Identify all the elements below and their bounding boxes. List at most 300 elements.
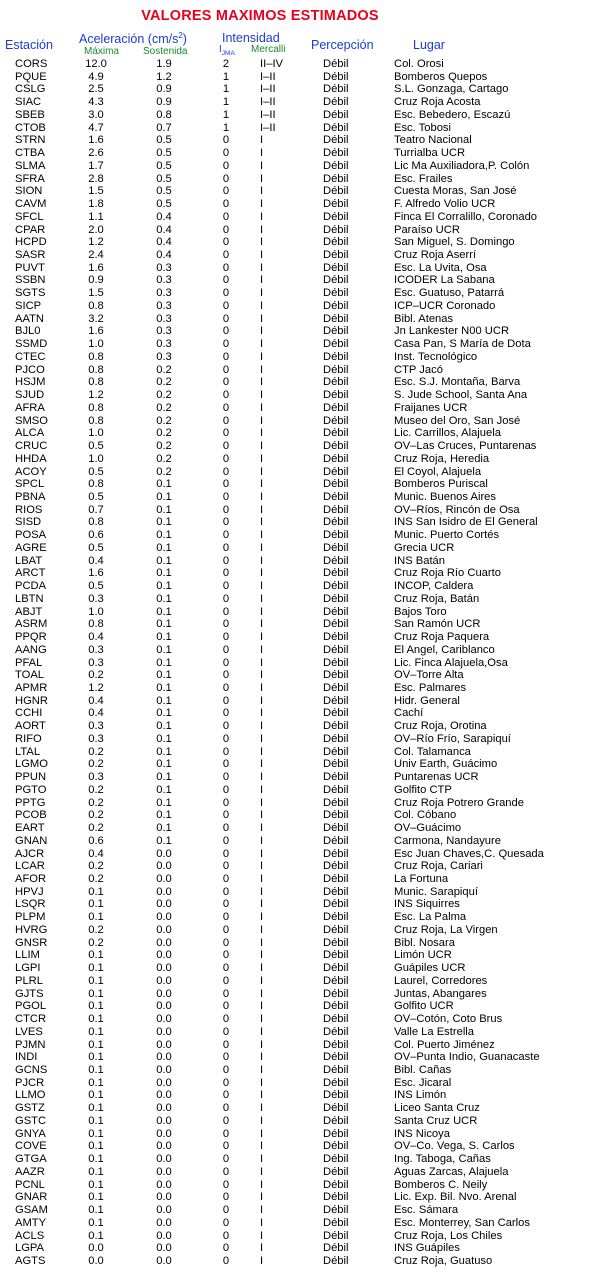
jma-intensity: 0 [222, 822, 230, 835]
header-aceleracion-text: Aceleración (cm/s [79, 32, 179, 47]
mercalli-intensity: I [260, 911, 264, 924]
station-code: HCPD [15, 236, 47, 249]
header-percepcion: Percepción [311, 38, 374, 52]
table-row [0, 1255, 590, 1268]
max-acceleration: 0.3 [88, 643, 104, 656]
location: Cruz Roja, Los Chiles [394, 1229, 503, 1242]
location: La Fortuna [394, 873, 449, 885]
location: Esc. Palmares [394, 681, 467, 694]
sustained-acceleration: 0.2 [156, 452, 172, 465]
max-acceleration: 0.3 [88, 720, 104, 733]
station-code: CSLG [15, 83, 46, 96]
location: F. Alfredo Volio UCR [394, 198, 496, 211]
perception: Débil [323, 745, 349, 758]
sustained-acceleration: 0.1 [156, 580, 172, 593]
perception: Débil [323, 58, 349, 70]
jma-intensity: 0 [222, 1102, 230, 1115]
jma-intensity: 0 [222, 1140, 230, 1153]
location: Col. Talamanca [394, 745, 471, 758]
jma-intensity: 0 [222, 745, 230, 758]
station-code: CPAR [15, 223, 46, 236]
perception: Débil [323, 1216, 349, 1229]
sustained-acceleration: 0.1 [156, 809, 172, 822]
mercalli-intensity: I [260, 363, 264, 376]
max-acceleration: 0.4 [88, 554, 104, 567]
max-acceleration: 0.8 [88, 478, 104, 491]
perception: Débil [323, 694, 349, 707]
mercalli-intensity: I [260, 185, 264, 198]
table-row [0, 707, 590, 720]
sustained-acceleration: 0.0 [156, 1178, 172, 1191]
location: Munic. Puerto Cortés [394, 529, 500, 542]
jma-intensity: 0 [222, 720, 230, 733]
table-row [0, 224, 590, 237]
subheader-mercalli: Mercalli [251, 44, 286, 55]
table-row [0, 351, 590, 364]
subheader-maxima: Máxima [84, 46, 120, 57]
location: Santa Cruz UCR [394, 1114, 478, 1127]
jma-intensity: 0 [222, 1038, 230, 1051]
sustained-acceleration: 0.0 [156, 847, 172, 860]
perception: Débil [323, 414, 349, 427]
table-row [0, 1077, 590, 1090]
perception: Débil [323, 1255, 349, 1268]
sustained-acceleration: 0.1 [156, 745, 172, 758]
location: Cruz Roja Aserrí [394, 249, 477, 262]
jma-intensity: 0 [222, 389, 230, 402]
jma-intensity: 0 [222, 440, 230, 453]
sustained-acceleration: 0.9 [156, 83, 172, 96]
jma-intensity: 0 [222, 592, 230, 605]
table-row [0, 988, 590, 1001]
station-code: SISD [15, 516, 42, 529]
max-acceleration: 0.2 [88, 796, 104, 809]
station-code: AAZR [15, 1165, 45, 1178]
station-code: APMR [15, 681, 48, 694]
station-code: GSAM [15, 1204, 48, 1217]
sustained-acceleration: 0.3 [156, 261, 172, 274]
location: Cruz Roja Potrero Grande [394, 796, 524, 809]
sustained-acceleration: 0.2 [156, 440, 172, 453]
sustained-acceleration: 0.0 [156, 1191, 172, 1204]
sustained-acceleration: 0.0 [156, 1165, 172, 1178]
perception: Débil [323, 783, 349, 796]
perception: Débil [323, 618, 349, 631]
table-row [0, 466, 590, 479]
mercalli-intensity: I [260, 1140, 264, 1153]
sustained-acceleration: 0.0 [156, 1255, 172, 1268]
station-code: AFRA [15, 401, 45, 414]
location: Esc. Tobosi [394, 121, 452, 134]
table-row [0, 695, 590, 708]
mercalli-intensity: I [260, 732, 264, 745]
perception: Débil [323, 121, 349, 134]
jma-intensity: 0 [222, 1051, 230, 1064]
station-code: PUVT [15, 261, 45, 274]
location: Munic. Sarapiquí [394, 885, 478, 898]
sustained-acceleration: 0.0 [156, 987, 172, 1000]
jma-intensity: 0 [222, 669, 230, 682]
table-row [0, 122, 590, 135]
mercalli-intensity: I [260, 1038, 264, 1051]
location: Bomberos C. Neily [394, 1178, 488, 1191]
table-row [0, 478, 590, 491]
location: Cruz Roja, La Virgen [394, 923, 498, 936]
mercalli-intensity: I [260, 350, 264, 363]
sustained-acceleration: 0.0 [156, 1051, 172, 1064]
station-code: AATN [15, 312, 45, 325]
perception: Débil [323, 771, 349, 784]
max-acceleration: 0.1 [88, 1153, 104, 1166]
station-code: ARCT [15, 567, 46, 580]
jma-intensity: 0 [222, 490, 230, 503]
mercalli-intensity: I [260, 923, 264, 936]
max-acceleration: 0.0 [88, 1255, 104, 1268]
mercalli-intensity: I [260, 490, 264, 503]
sustained-acceleration: 0.0 [156, 860, 172, 873]
jma-intensity: 0 [222, 503, 230, 516]
perception: Débil [323, 83, 349, 96]
station-code: SFRA [15, 172, 45, 185]
station-code: LBAT [15, 554, 43, 567]
location: Liceo Santa Cruz [394, 1102, 480, 1115]
table-row [0, 58, 590, 71]
station-code: CRUC [15, 440, 48, 453]
table-row [0, 427, 590, 440]
station-code: AANG [15, 643, 47, 656]
station-code: SLMA [15, 159, 46, 172]
mercalli-intensity: I [260, 605, 264, 618]
station-code: PLPM [15, 911, 46, 924]
table-row [0, 593, 590, 606]
table-row [0, 822, 590, 835]
sustained-acceleration: 0.2 [156, 376, 172, 389]
location: OV–Guácimo [394, 822, 462, 835]
sustained-acceleration: 0.1 [156, 720, 172, 733]
perception: Débil [323, 198, 349, 211]
location: Esc. Frailes [394, 172, 453, 185]
mercalli-intensity: I [260, 758, 264, 771]
perception: Débil [323, 1025, 349, 1038]
max-acceleration: 0.5 [88, 465, 104, 478]
table-row [0, 71, 590, 84]
location: Bibl. Cañas [394, 1064, 452, 1077]
sustained-acceleration: 0.1 [156, 694, 172, 707]
table-row [0, 325, 590, 338]
jma-intensity: 0 [222, 1089, 230, 1102]
station-code: PCNL [15, 1178, 45, 1191]
station-code: LGMO [15, 758, 48, 771]
jma-intensity: 0 [222, 834, 230, 847]
location: Esc. S.J. Montaña, Barva [394, 376, 521, 389]
jma-intensity: 0 [222, 1191, 230, 1204]
sustained-acceleration: 0.1 [156, 554, 172, 567]
jma-intensity: 0 [222, 771, 230, 784]
location: Cruz Roja, Orotina [394, 720, 487, 733]
perception: Débil [323, 1013, 349, 1026]
jma-intensity: 0 [222, 287, 230, 300]
max-acceleration: 1.5 [88, 185, 104, 198]
location: Golfito UCR [394, 1000, 454, 1013]
sustained-acceleration: 0.2 [156, 401, 172, 414]
mercalli-intensity: II–IV [260, 58, 284, 70]
mercalli-intensity: I–II [260, 83, 276, 96]
mercalli-intensity: I [260, 1000, 264, 1013]
location: ICP–UCR Coronado [394, 299, 496, 312]
jma-intensity: 0 [222, 363, 230, 376]
location: Cruz Roja, Heredia [394, 452, 490, 465]
station-code: POSA [15, 529, 47, 542]
station-code: GCNS [15, 1064, 48, 1077]
station-code: SSBN [15, 274, 46, 287]
jma-intensity: 0 [222, 312, 230, 325]
jma-intensity: 0 [222, 631, 230, 644]
perception: Débil [323, 1178, 349, 1191]
perception: Débil [323, 1000, 349, 1013]
jma-intensity: 0 [222, 681, 230, 694]
table-row [0, 542, 590, 555]
sustained-acceleration: 0.4 [156, 210, 172, 223]
sustained-acceleration: 0.0 [156, 1013, 172, 1026]
max-acceleration: 0.1 [88, 898, 104, 911]
table-row [0, 402, 590, 415]
location: San Ramón UCR [394, 618, 481, 631]
max-acceleration: 0.1 [88, 1191, 104, 1204]
station-code: GSTC [15, 1114, 47, 1127]
header-estacion: Estación [5, 38, 53, 52]
max-acceleration: 0.3 [88, 592, 104, 605]
sustained-acceleration: 0.2 [156, 414, 172, 427]
table-row [0, 1230, 590, 1243]
sustained-acceleration: 0.1 [156, 783, 172, 796]
mercalli-intensity: I [260, 885, 264, 898]
jma-intensity: 0 [222, 809, 230, 822]
table-row [0, 1179, 590, 1192]
location: Inst. Tecnológico [394, 350, 478, 363]
perception: Débil [323, 834, 349, 847]
sustained-acceleration: 0.1 [156, 669, 172, 682]
table-row [0, 606, 590, 619]
jma-intensity: 0 [222, 1216, 230, 1229]
location: INS Limón [394, 1089, 447, 1102]
sustained-acceleration: 0.0 [156, 1204, 172, 1217]
max-acceleration: 0.1 [88, 1064, 104, 1077]
sustained-acceleration: 0.5 [156, 198, 172, 211]
station-code: PGTO [15, 783, 47, 796]
mercalli-intensity: I [260, 261, 264, 274]
perception: Débil [323, 631, 349, 644]
station-code: CAVM [15, 198, 47, 211]
table-row [0, 1191, 590, 1204]
table-row [0, 415, 590, 428]
perception: Débil [323, 376, 349, 389]
mercalli-intensity: I [260, 1127, 264, 1140]
jma-intensity: 0 [222, 580, 230, 593]
mercalli-intensity: I [260, 338, 264, 351]
max-acceleration: 0.9 [88, 274, 104, 287]
perception: Débil [323, 974, 349, 987]
table-row [0, 440, 590, 453]
sustained-acceleration: 0.0 [156, 974, 172, 987]
perception: Débil [323, 567, 349, 580]
station-code: PPUN [15, 771, 47, 784]
station-code: CCHI [15, 707, 43, 720]
mercalli-intensity: I [260, 1013, 264, 1026]
perception: Débil [323, 873, 349, 885]
location: Cruz Roja, Batán [394, 592, 480, 605]
max-acceleration: 1.0 [88, 338, 104, 351]
sustained-acceleration: 0.0 [156, 1076, 172, 1089]
jma-intensity: 0 [222, 974, 230, 987]
location: Bajos Toro [394, 605, 447, 618]
location: Cruz Roja Río Cuarto [394, 567, 501, 580]
table-row [0, 262, 590, 275]
station-table [0, 58, 590, 1268]
station-code: LLMO [15, 1089, 46, 1102]
mercalli-intensity: I [260, 1102, 264, 1115]
sustained-acceleration: 0.4 [156, 249, 172, 262]
perception: Débil [323, 1114, 349, 1127]
sustained-acceleration: 0.3 [156, 338, 172, 351]
location: Carmona, Nandayure [394, 834, 501, 847]
sustained-acceleration: 0.4 [156, 236, 172, 249]
perception: Débil [323, 274, 349, 287]
max-acceleration: 0.5 [88, 541, 104, 554]
station-code: GNAN [15, 834, 48, 847]
sustained-acceleration: 0.5 [156, 172, 172, 185]
mercalli-intensity: I [260, 1216, 264, 1229]
max-acceleration: 2.0 [88, 223, 104, 236]
perception: Débil [323, 529, 349, 542]
station-code: PCOB [15, 809, 47, 822]
max-acceleration: 0.8 [88, 401, 104, 414]
mercalli-intensity: I [260, 159, 264, 172]
station-code: GNAR [15, 1191, 48, 1204]
table-row [0, 746, 590, 759]
sustained-acceleration: 0.0 [156, 1025, 172, 1038]
perception: Débil [323, 860, 349, 873]
station-code: RIOS [15, 503, 43, 516]
perception: Débil [323, 465, 349, 478]
sustained-acceleration: 0.0 [156, 1242, 172, 1255]
perception: Débil [323, 1242, 349, 1255]
jma-intensity: 1 [222, 96, 230, 109]
max-acceleration: 1.5 [88, 287, 104, 300]
table-row [0, 644, 590, 657]
sustained-acceleration: 0.1 [156, 732, 172, 745]
sustained-acceleration: 0.0 [156, 923, 172, 936]
jma-intensity: 0 [222, 567, 230, 580]
sustained-acceleration: 0.1 [156, 516, 172, 529]
mercalli-intensity: I [260, 529, 264, 542]
perception: Débil [323, 134, 349, 147]
jma-intensity: 0 [222, 618, 230, 631]
max-acceleration: 0.2 [88, 860, 104, 873]
location: INS Siquirres [394, 898, 460, 911]
location: El Angel, Cariblanco [394, 643, 495, 656]
mercalli-intensity: I [260, 656, 264, 669]
max-acceleration: 0.1 [88, 949, 104, 962]
location: Museo del Oro, San José [394, 414, 521, 427]
table-row [0, 1166, 590, 1179]
mercalli-intensity: I [260, 720, 264, 733]
location: Ing. Taboga, Cañas [394, 1153, 491, 1166]
max-acceleration: 0.4 [88, 847, 104, 860]
max-acceleration: 0.1 [88, 1216, 104, 1229]
station-code: COVE [15, 1140, 47, 1153]
max-acceleration: 2.8 [88, 172, 104, 185]
jma-intensity: 0 [222, 656, 230, 669]
max-acceleration: 0.8 [88, 516, 104, 529]
sustained-acceleration: 0.0 [156, 1140, 172, 1153]
mercalli-intensity: I [260, 236, 264, 249]
station-code: HPVJ [15, 885, 44, 898]
sustained-acceleration: 0.1 [156, 707, 172, 720]
perception: Débil [323, 1191, 349, 1204]
location: S. Jude School, Santa Ana [394, 389, 528, 402]
max-acceleration: 1.6 [88, 567, 104, 580]
max-acceleration: 1.0 [88, 605, 104, 618]
sustained-acceleration: 0.1 [156, 529, 172, 542]
sustained-acceleration: 0.9 [156, 96, 172, 109]
perception: Débil [323, 96, 349, 109]
mercalli-intensity: I [260, 287, 264, 300]
location: Juntas, Abangares [394, 987, 487, 1000]
location: San Miguel, S. Domingo [394, 236, 515, 249]
perception: Débil [323, 1064, 349, 1077]
location: Lic. Exp. Bil. Nvo. Arenal [394, 1191, 517, 1204]
location: Paraíso UCR [394, 223, 460, 236]
location: ICODER La Sabana [394, 274, 495, 287]
max-acceleration: 4.3 [88, 96, 104, 109]
location: Col. Puerto Jiménez [394, 1038, 495, 1051]
station-code: TOAL [15, 669, 45, 682]
perception: Débil [323, 987, 349, 1000]
max-acceleration: 0.4 [88, 707, 104, 720]
perception: Débil [323, 1165, 349, 1178]
station-code: ABJT [15, 605, 43, 618]
perception: Débil [323, 325, 349, 338]
table-row [0, 109, 590, 122]
location: INS Guápiles [394, 1242, 460, 1255]
max-acceleration: 2.4 [88, 249, 104, 262]
mercalli-intensity: I [260, 401, 264, 414]
station-code: AFOR [15, 873, 47, 885]
max-acceleration: 2.6 [88, 147, 104, 160]
location: Lic Ma Auxiliadora,P. Colón [394, 159, 530, 172]
mercalli-intensity: I [260, 567, 264, 580]
sustained-acceleration: 0.1 [156, 681, 172, 694]
station-code: BJL0 [15, 325, 41, 338]
max-acceleration: 0.1 [88, 1076, 104, 1089]
location: OV–Las Cruces, Puntarenas [394, 440, 537, 453]
location: Cruz Roja, Guatuso [394, 1255, 493, 1268]
max-acceleration: 0.2 [88, 936, 104, 949]
jma-intensity: 0 [222, 274, 230, 287]
location: INCOP, Caldera [394, 580, 474, 593]
sustained-acceleration: 0.0 [156, 949, 172, 962]
table-row [0, 300, 590, 313]
mercalli-intensity: I [260, 580, 264, 593]
subheader-ijma [219, 44, 235, 57]
max-acceleration: 0.2 [88, 669, 104, 682]
mercalli-intensity: I [260, 898, 264, 911]
perception: Débil [323, 911, 349, 924]
table-row [0, 1128, 590, 1141]
station-code: SPCL [15, 478, 45, 491]
mercalli-intensity: I [260, 427, 264, 440]
max-acceleration: 4.7 [88, 121, 104, 134]
